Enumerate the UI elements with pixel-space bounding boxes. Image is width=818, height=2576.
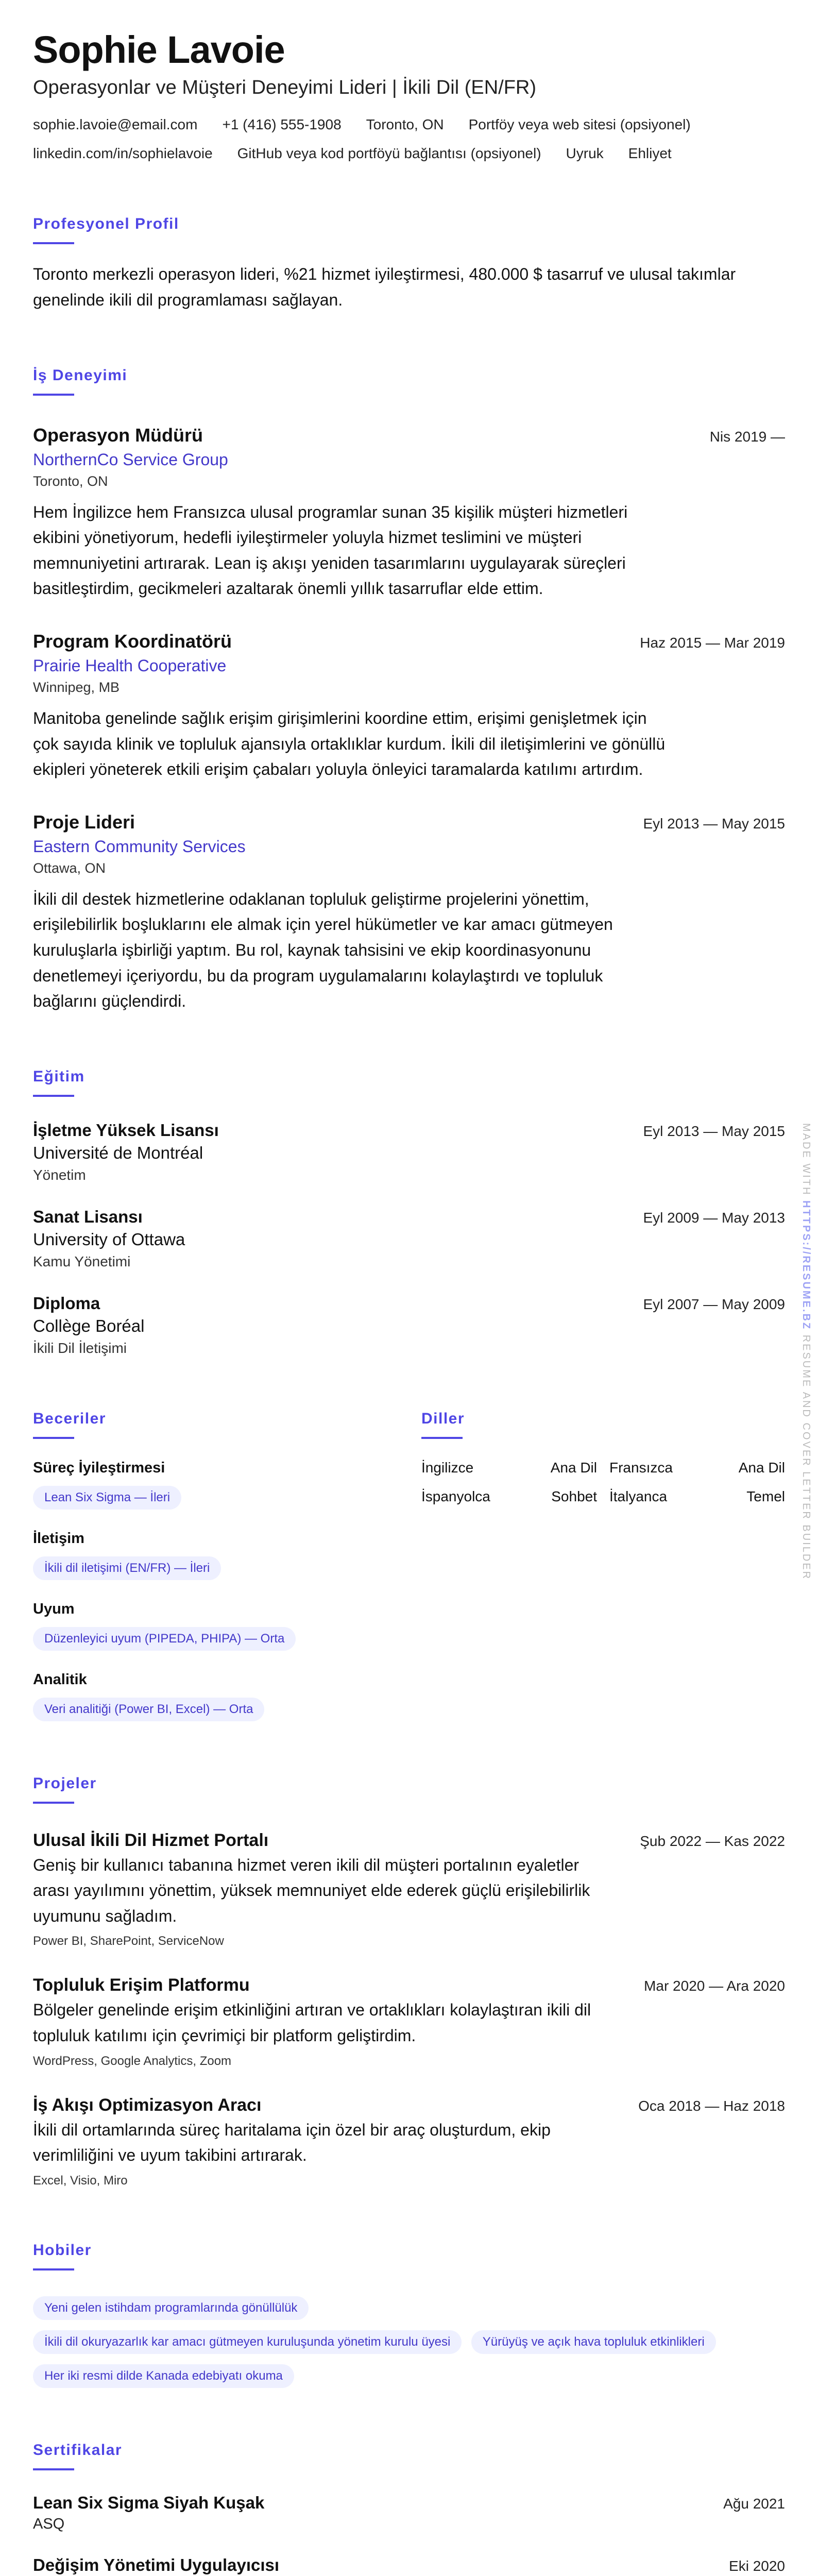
certification-date: Eki 2020 xyxy=(729,2557,785,2574)
language-level: Ana Dil xyxy=(738,1459,785,1476)
experience-entry xyxy=(33,811,785,1014)
job-description: Manitoba genelinde sağlık erişim girişimlerini koordine ettim, erişimi genişletmek için çok sayıda klinik ve topluluk ajansıyla ortaklıklar kurdum. İkili dil iletişimlerini ve gönüllü ekipleri yöneterek etkili erişim çabaları yoluyla önleyici taramalarda katılımı artırdım. xyxy=(33,708,666,779)
hobby-pill: Her iki resmi dilde Kanada edebiyatı okuma xyxy=(33,2364,294,2388)
hobby-pill: Yürüyüş ve açık hava topluluk etkinlikleri xyxy=(471,2330,716,2354)
project-description: Bölgeler genelinde erişim etkinliğini artıran ve ortaklıkları kolaylaştıran ikili dil topluluk katılımı için çevrimiçi bir platform geliştirdim. xyxy=(33,2001,591,2045)
contact-github[interactable]: GitHub veya kod portföyü bağlantısı (opsiyonel) xyxy=(237,145,541,162)
skill-name: Süreç İyileştirmesi xyxy=(33,1459,165,1476)
section-divider xyxy=(33,394,74,396)
section-title-education: Eğitim xyxy=(33,1067,85,1085)
job-title: Program Koordinatörü xyxy=(33,630,232,652)
section-divider xyxy=(33,2468,74,2470)
project-date: Şub 2022 — Kas 2022 xyxy=(640,1833,785,1849)
project-tech: Excel, Visio, Miro xyxy=(33,2173,128,2188)
certification-entry xyxy=(33,2555,785,2576)
degree-name: İşletme Yüksek Lisansı xyxy=(33,1120,219,1140)
skill-name: Analitik xyxy=(33,1671,87,1688)
language-name: İngilizce xyxy=(421,1459,474,1476)
profile-section xyxy=(33,215,785,313)
job-location: Toronto, ON xyxy=(33,473,108,489)
language-level: Temel xyxy=(746,1488,785,1504)
language-level: Sohbet xyxy=(551,1488,597,1504)
job-company: Prairie Health Cooperative xyxy=(33,656,227,675)
project-description: Geniş bir kullanıcı tabanına hizmet veren ikili dil müşteri portalının eyaletler arası yayılımını yönettim, yüksek memnuniyet elde ederek güçlü erişilebilirlik uyumunu sağladım. xyxy=(33,1855,590,1925)
job-description: Hem İngilizce hem Fransızca ulusal programlar sunan 35 kişilik müşteri hizmetleri ekibini yönetiyorum, hedefli iyileştirmeler yoluyla hizmet teslimini ve müşteri memnuniyetini artırarak. Lean iş akışı yeniden tasarımlarını uygulayarak süreçleri basitleştirdim, gecikmeleri azaltarak önemli yıllık tasarruflar elde ettim. xyxy=(33,502,628,598)
education-entry xyxy=(33,1121,785,1183)
degree-date: Eyl 2013 — May 2015 xyxy=(643,1123,785,1139)
certification-name: Değişim Yönetimi Uygulayıcısı xyxy=(33,2555,280,2574)
section-title-certifications: Sertifikalar xyxy=(33,2441,123,2459)
experience-entry xyxy=(33,631,785,783)
skill-pill: İkili dil iletişimi (EN/FR) — İleri xyxy=(33,1556,221,1580)
job-location: Winnipeg, MB xyxy=(33,679,120,695)
contact-row-1 xyxy=(33,116,785,133)
section-divider xyxy=(33,2268,74,2270)
hobby-list xyxy=(33,2286,785,2388)
certifications-section xyxy=(33,2442,785,2576)
contact-row-2 xyxy=(33,145,785,162)
skills-section xyxy=(33,1410,397,1721)
contact-phone[interactable]: +1 (416) 555-1908 xyxy=(222,116,342,133)
project-name: Ulusal İkili Dil Hizmet Portalı xyxy=(33,1830,269,1850)
project-date: Mar 2020 — Ara 2020 xyxy=(644,1978,785,1994)
project-description: İkili dil ortamlarında süreç haritalama için özel bir araç oluşturdum, ekip verimliliğini ve uyum takibini artırarak. xyxy=(33,2120,551,2165)
language-level: Ana Dil xyxy=(550,1459,597,1476)
skill-name: İletişim xyxy=(33,1530,84,1547)
degree-field: Kamu Yönetimi xyxy=(33,1253,131,1269)
project-tech: WordPress, Google Analytics, Zoom xyxy=(33,2054,232,2068)
section-title-experience: İş Deneyimi xyxy=(33,366,128,384)
skill-pill: Lean Six Sigma — İleri xyxy=(33,1486,181,1510)
degree-name: Diploma xyxy=(33,1293,100,1313)
profile-summary: Toronto merkezli operasyon lideri, %21 hizmet iyileştirmesi, 480.000 $ tasarruf ve ulusal takımlar genelinde ikili dil programlaması sağlayan. xyxy=(33,265,736,309)
projects-section xyxy=(33,1775,785,2188)
skills-languages-row xyxy=(33,1410,785,1721)
languages-section xyxy=(421,1410,785,1721)
degree-name: Sanat Lisansı xyxy=(33,1207,143,1226)
project-entry xyxy=(33,2095,785,2188)
section-title-skills: Beceriler xyxy=(33,1410,106,1427)
section-divider xyxy=(33,1802,74,1804)
language-name: İtalyanca xyxy=(609,1488,668,1504)
experience-section xyxy=(33,367,785,1014)
certification-name: Lean Six Sigma Siyah Kuşak xyxy=(33,2493,265,2512)
contact-portfolio[interactable]: Portföy veya web sitesi (opsiyonel) xyxy=(468,116,691,133)
job-company: Eastern Community Services xyxy=(33,837,246,856)
hobbies-section xyxy=(33,2242,785,2388)
job-description: İkili dil destek hizmetlerine odaklanan topluluk geliştirme projelerini yönettim, erişilebilirlik boşluklarını ele almak için yerel hükümetler ve kar amacı gütmeyen kuruluşlarla işbirliği yaptım. Bu rol, kaynak tahsisini ve ekip koordinasyonunu denetlemeyi içeriyordu, bu da program uygulamalarını kolaylaştırdı ve topluluk bağlarını güçlendirdi. xyxy=(33,889,613,1011)
watermark-prefix: MADE WITH xyxy=(800,1123,812,1196)
watermark-suffix: RESUME AND COVER LETTER BUILDER xyxy=(800,1334,812,1581)
job-date: Eyl 2013 — May 2015 xyxy=(643,815,785,832)
school-name: University of Ottawa xyxy=(33,1229,185,1249)
contact-email[interactable]: sophie.lavoie@email.com xyxy=(33,116,198,133)
language-item xyxy=(609,1460,785,1476)
certification-issuer: ASQ xyxy=(33,2515,65,2532)
section-title-hobbies: Hobiler xyxy=(33,2241,92,2259)
language-name: İspanyolca xyxy=(421,1488,490,1504)
project-name: Topluluk Erişim Platformu xyxy=(33,1975,250,1995)
experience-entry xyxy=(33,425,785,602)
contact-linkedin[interactable]: linkedin.com/in/sophielavoie xyxy=(33,145,213,162)
section-title-projects: Projeler xyxy=(33,1774,97,1792)
contact-nationality: Uyruk xyxy=(566,145,604,162)
job-company: NorthernCo Service Group xyxy=(33,450,228,469)
project-tech: Power BI, SharePoint, ServiceNow xyxy=(33,1934,224,1948)
skill-group xyxy=(33,1530,397,1580)
language-item xyxy=(421,1488,597,1505)
section-divider xyxy=(33,1437,74,1439)
project-entry xyxy=(33,1975,785,2068)
language-item xyxy=(609,1488,785,1505)
education-section xyxy=(33,1068,785,1357)
project-name: İş Akışı Optimizasyon Aracı xyxy=(33,2095,262,2115)
education-entry xyxy=(33,1207,785,1270)
project-date: Oca 2018 — Haz 2018 xyxy=(638,2097,785,2114)
skill-group xyxy=(33,1460,397,1510)
builder-watermark xyxy=(800,1123,812,1580)
school-name: Collège Boréal xyxy=(33,1316,145,1335)
job-location: Ottawa, ON xyxy=(33,860,106,876)
certification-entry xyxy=(33,2493,785,2533)
section-divider xyxy=(33,1095,74,1097)
job-date: Haz 2015 — Mar 2019 xyxy=(640,634,785,651)
skill-pill: Düzenleyici uyum (PIPEDA, PHIPA) — Orta xyxy=(33,1627,296,1651)
hobby-pill: Yeni gelen istihdam programlarında gönüllülük xyxy=(33,2296,309,2320)
languages-grid xyxy=(421,1460,785,1505)
school-name: Université de Montréal xyxy=(33,1143,203,1162)
job-date: Nis 2019 — xyxy=(709,428,785,445)
skill-group xyxy=(33,1671,397,1721)
section-divider xyxy=(421,1437,463,1439)
hobby-pill: İkili dil okuryazarlık kar amacı gütmeyen kuruluşunda yönetim kurulu üyesi xyxy=(33,2330,462,2354)
candidate-name: Sophie Lavoie xyxy=(33,28,285,71)
degree-date: Eyl 2007 — May 2009 xyxy=(643,1296,785,1312)
section-divider xyxy=(33,242,74,244)
education-entry xyxy=(33,1294,785,1357)
headline: Operasyonlar ve Müşteri Deneyimi Lideri | İkili Dil (EN/FR) xyxy=(33,77,536,99)
skill-name: Uyum xyxy=(33,1600,75,1617)
degree-field: Yönetim xyxy=(33,1166,86,1183)
degree-field: İkili Dil İletişimi xyxy=(33,1340,127,1356)
project-entry xyxy=(33,1831,785,1949)
certification-date: Ağu 2021 xyxy=(723,2495,785,2512)
language-name: Fransızca xyxy=(609,1459,673,1476)
contact-license: Ehliyet xyxy=(628,145,672,162)
degree-date: Eyl 2009 — May 2013 xyxy=(643,1209,785,1226)
language-item xyxy=(421,1460,597,1476)
section-title-profile: Profesyonel Profil xyxy=(33,215,179,233)
skill-pill: Veri analitiği (Power BI, Excel) — Orta xyxy=(33,1698,264,1721)
job-title: Operasyon Müdürü xyxy=(33,424,203,446)
contact-location: Toronto, ON xyxy=(366,116,444,133)
watermark-link[interactable]: HTTPS://RESUME.BZ xyxy=(800,1200,812,1331)
section-title-languages: Diller xyxy=(421,1410,465,1427)
skill-group xyxy=(33,1601,397,1651)
job-title: Proje Lideri xyxy=(33,811,135,833)
